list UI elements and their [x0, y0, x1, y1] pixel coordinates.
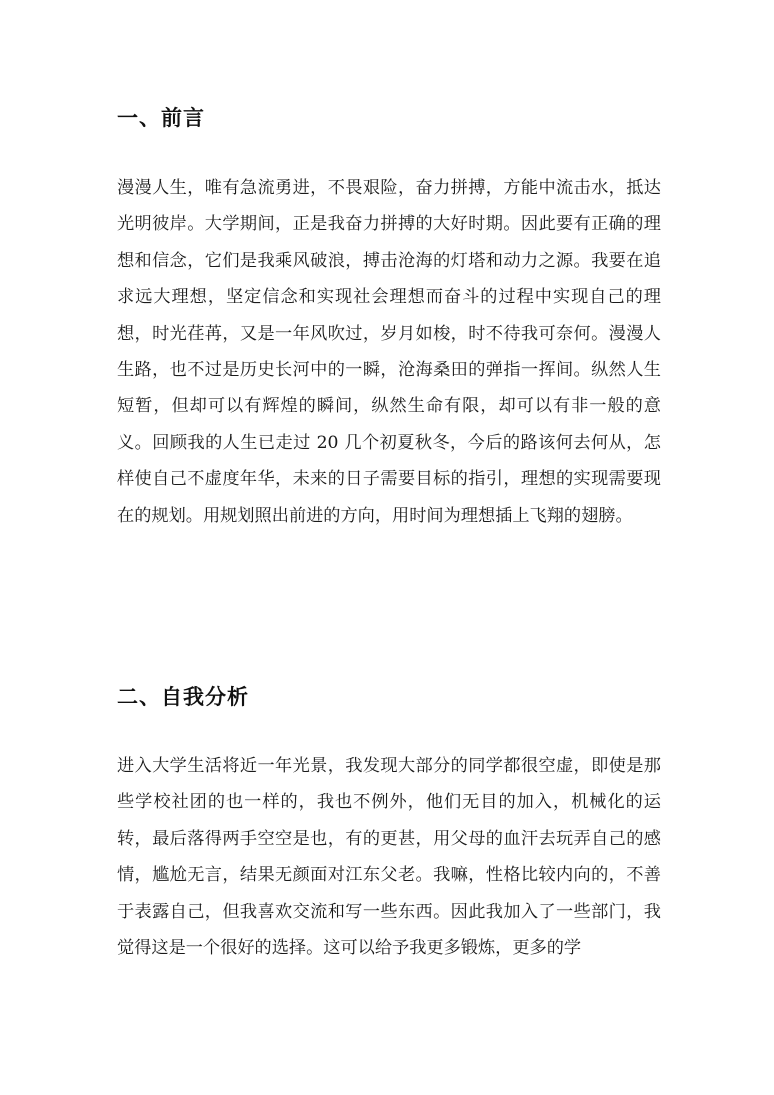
section-preface [117, 104, 661, 534]
section-paragraph-self-analysis: 进入大学生活将近一年光景，我发现大部分的同学都很空虚，即使是那些学校社团的也一样的，我也不例外，他们无目的加入，机械化的运转，最后落得两手空空是也，有的更甚，用父母的血汗去玩弄自己的感情，尴尬无言，结果无颜面对江东父老。我嘛，性格比较内向的，不善于表露自己，但我喜欢交流和写一些东西。因此我加入了一些部门，我觉得这是一个很好的选择。这可以给予我更多锻炼，更多的学 [117, 756, 661, 959]
section-heading-self-analysis: 二、自我分析 [117, 685, 249, 709]
section-self-analysis [117, 683, 661, 966]
section-paragraph-preface: 漫漫人生，唯有急流勇进，不畏艰险，奋力拼搏，方能中流击水，抵达光明彼岸。大学期间，正是我奋力拼搏的大好时期。因此要有正确的理想和信念，它们是我乘风破浪，搏击沧海的灯塔和动力之源。我要在追求远大理想，坚定信念和实现社会理想而奋斗的过程中实现自己的理想，时光荏苒，又是一年风吹过，岁月如梭，时不待我可奈何。漫漫人生路，也不过是历史长河中的一瞬，沧海桑田的弹指一挥间。纵然人生短暂，但却可以有辉煌的瞬间，纵然生命有限，却可以有非一般的意义。回顾我的人生已走过 20 几个初夏秋冬，今后的路该何去何从，怎样使自己不虚度年华，未来的日子需要目标的指引，理想的实现需要现在的规划。用规划照出前进的方向，用时间为理想插上飞翔的翅膀。 [117, 178, 661, 526]
section-heading-preface: 一、前言 [117, 106, 205, 130]
